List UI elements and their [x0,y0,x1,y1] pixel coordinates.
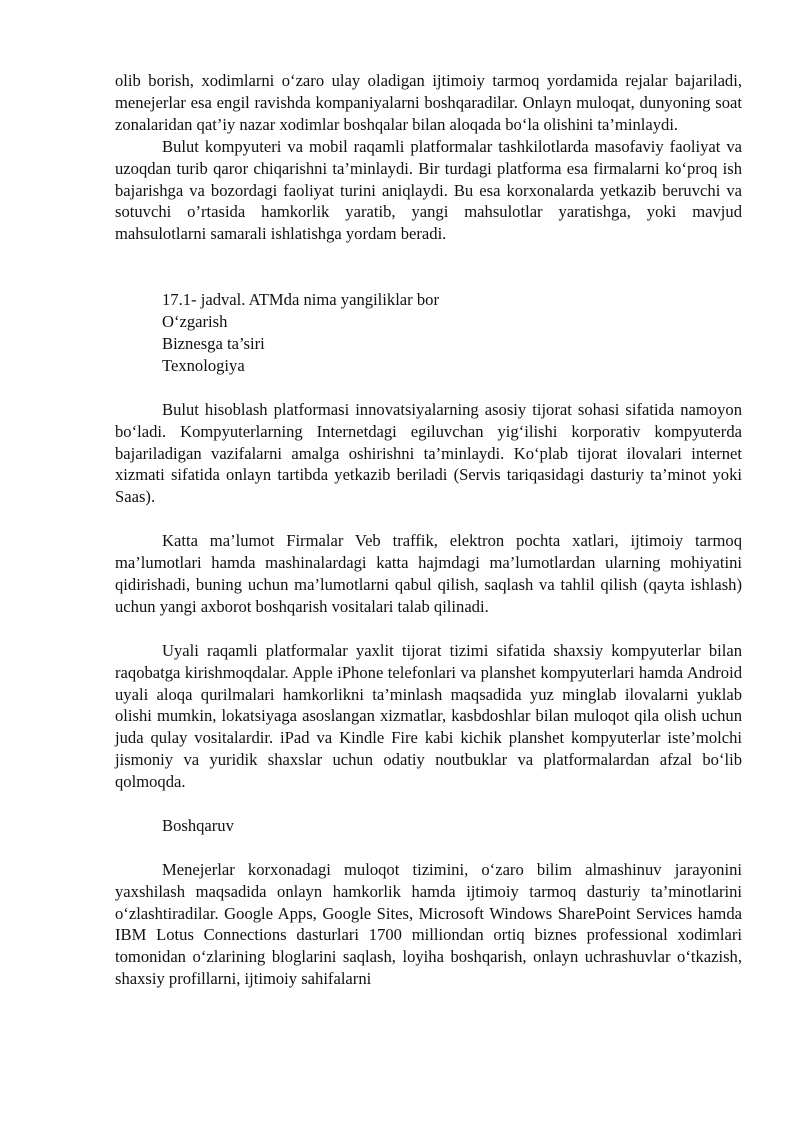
paragraph-1: olib borish, xodimlarni o‘zaro ulay oladigan ijtimoiy tarmoq yordamida rejalar bajariladi, menejerlar esa engil ravishda kompaniyalarni boshqaradilar. Onlayn muloqat, dunyoning soat zonalaridan qat’iy nazar xodimlar boshqalar bilan aloqada bo‘la olishini ta’minlaydi. [115,71,742,134]
paragraph-2: Bulut kompyuteri va mobil raqamli platformalar tashkilotlarda masofaviy faoliyat va uzoqdan turib qaror chiqarishni ta’minlaydi. Bir turdagi platforma esa firmalarni ko‘proq ish bajarishga va bozordagi faoliyat turini aniqlaydi. Bu esa korxonalarda yetkazib beruvchi va sotuvchi o’rtasida hamkorlik yaratib, yangi mahsulotlar yaratishga, yoki mavjud mahsulotlarni samarali ishlatishga yordam beradi. [115,136,742,244]
table-row-texnologiya: Texnologiya [162,355,245,375]
table-caption: 17.1- jadval. ATMda nima yangiliklar bor [162,290,439,310]
table-row-ozgarish: O‘zgarish [162,312,228,332]
paragraph-6: Menejerlar korxonadagi muloqot tizimini, o‘zaro bilim almashinuv jarayonini yaxshilash maqsadida onlayn hamkorlik hamda ijtimoiy tarmoq dasturiy ta’minotlarini o‘zlashtiradilar. Google Apps, Google Sites, Microsoft Windows SharePoint Services hamda IBM Lotus Connections dasturlari 1700 milliondan ortiq biznes professional xodimlari tomonidan o‘zlarining bloglarini saqlash, loyiha boshqarish, onlayn uchrashuvlar o‘tkazish, shaxsiy profillarni, ijtimoiy sahifalarni [115,859,742,989]
paragraph-5: Uyali raqamli platformalar yaxlit tijorat tizimi sifatida shaxsiy kompyuterlar bilan raqobatga kirishmoqdalar. Apple iPhone telefonlari va planshet kompyuterlari hamda Android uyali aloqa qurilmalari hamkorlikni ta’minlash maqsadida yuz minglab ilovalarni yuklab olishi mumkin, lokatsiyaga asoslangan xizmatlar, kasbdoshlar bilan muloqot qila olish uchun juda qulay vositalardir. iPad va Kindle Fire kabi kichik planshet kompyuterlar iste’molchi jismoniy va yuridik shaxslar uchun odatiy noutbuklar va platformalardan afzal bo‘lib qolmoqda. [115,640,742,792]
table-row-biznesga-tasiri: Biznesga ta’siri [162,334,265,354]
document-page [115,70,742,990]
paragraph-4: Katta ma’lumot Firmalar Veb traffik, elektron pochta xatlari, ijtimoiy tarmoq ma’lumotlari hamda mashinalardagi katta hajmdagi ma’lumotlardan ularning mohiyatini qidirishadi, buning uchun ma’lumotlarni qabul qilish, saqlash va tahlil qilish (qayta ishlash) uchun yangi axborot boshqarish vositalari talab qilinadi. [115,531,742,616]
section-heading-boshqaruv: Boshqaruv [162,815,234,835]
paragraph-3: Bulut hisoblash platformasi innovatsiyalarning asosiy tijorat sohasi sifatida namoyon bo‘ladi. Kompyuterlarning Internetdagi egiluvchan yig‘ilishi korporativ kompyuterda bajariladigan vazifalarni amalga oshirishni ta’minlaydi. Ko‘plab tijorat ilovalari internet xizmati sifatida onlayn tartibda yetkazib beriladi (Servis tariqasidagi dasturiy ta’minot yoki Saas). [115,399,742,507]
